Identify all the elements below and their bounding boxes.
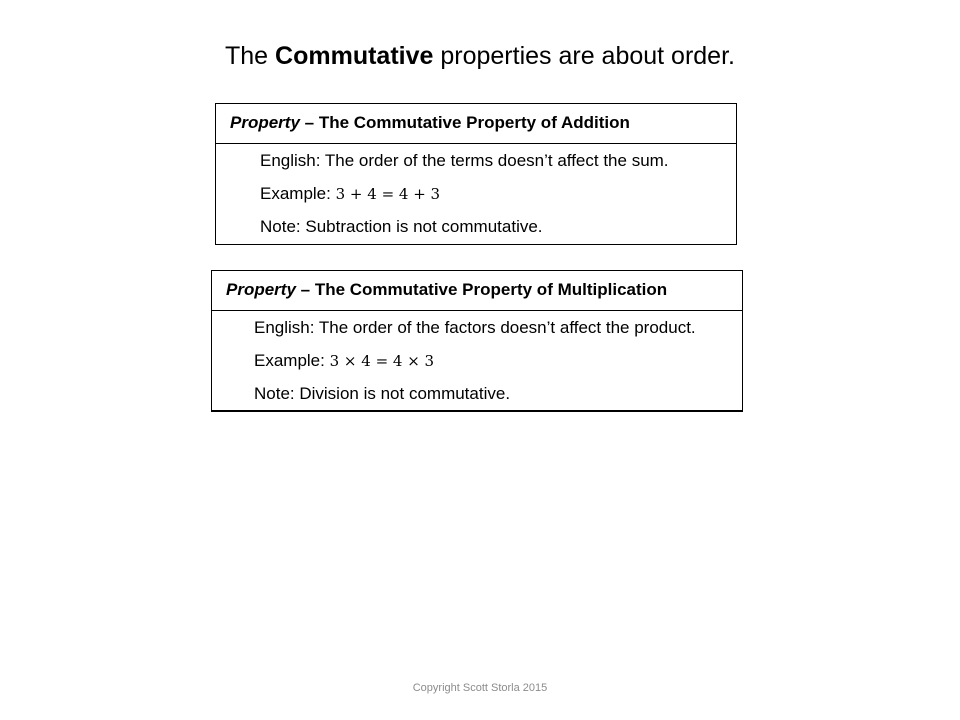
title-bold-word: Commutative [275,42,434,70]
addition-example [260,184,440,204]
multiplication-example-label: Example: [254,351,325,370]
addition-example-label: Example: [260,184,331,203]
addition-english: English: The order of the terms doesn’t affect the sum. [260,151,669,170]
multiplication-english: English: The order of the factors doesn’t affect the product. [254,318,696,337]
multiplication-property-heading [212,271,742,311]
multiplication-example [254,351,434,371]
title-suffix: properties are about order. [433,42,735,70]
multiplication-example-math: 3 × 4 = 4 × 3 [329,352,435,370]
addition-example-math: 3 + 4 = 4 + 3 [335,185,441,203]
multiplication-note: Note: Division is not commutative. [254,384,511,403]
addition-property-box [215,103,737,245]
slide-title [0,40,960,72]
multiplication-property-name: – The Commutative Property of Multiplication [295,280,668,299]
addition-property-heading [216,104,736,144]
property-label: Property [226,280,296,299]
title-prefix: The [225,42,276,70]
property-label: Property [230,113,300,132]
addition-note: Note: Subtraction is not commutative. [260,217,543,236]
addition-property-name: – The Commutative Property of Addition [299,113,630,132]
copyright-footer: Copyright Scott Storla 2015 [412,682,548,694]
multiplication-property-box [211,270,743,412]
